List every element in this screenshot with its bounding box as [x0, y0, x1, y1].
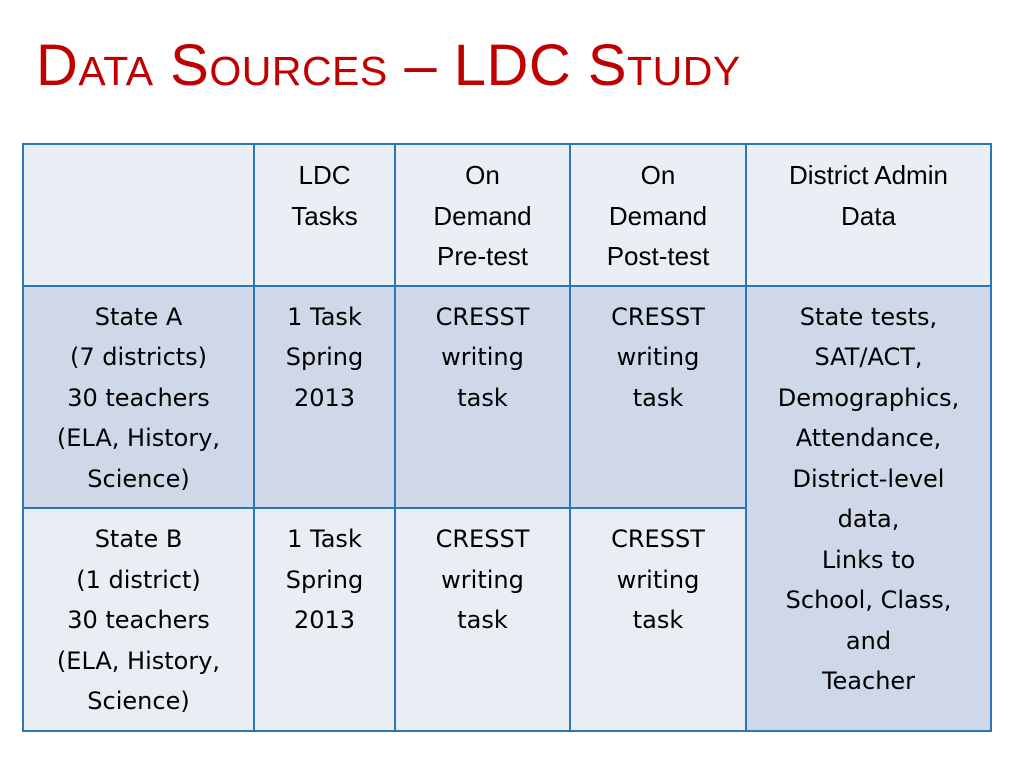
row-label-state-b: State B (1 district) 30 teachers (ELA, History, Science): [23, 508, 254, 731]
header-cell-district-admin-data: District Admin Data: [746, 144, 991, 286]
cell-state-b-post-test: CRESST writing task: [570, 508, 746, 731]
cell-state-b-ldc-tasks: 1 Task Spring 2013: [254, 508, 395, 731]
cell-state-a-ldc-tasks: 1 Task Spring 2013: [254, 286, 395, 509]
header-cell-post-test: On Demand Post-test: [570, 144, 746, 286]
row-label-state-a: State A (7 districts) 30 teachers (ELA, History, Science): [23, 286, 254, 509]
header-cell-pre-test: On Demand Pre-test: [395, 144, 570, 286]
cell-state-a-post-test: CRESST writing task: [570, 286, 746, 509]
cell-state-a-pre-test: CRESST writing task: [395, 286, 570, 509]
table-header-row: [23, 144, 991, 286]
data-sources-table: [22, 143, 992, 732]
table-row-state-a: [23, 286, 991, 509]
header-cell-ldc-tasks: LDC Tasks: [254, 144, 395, 286]
header-cell-empty: [23, 144, 254, 286]
slide-title: Data Sources – LDC Study: [36, 33, 741, 98]
cell-state-b-pre-test: CRESST writing task: [395, 508, 570, 731]
cell-district-admin-data: State tests, SAT/ACT, Demographics, Attendance, District-level data, Links to School, Class, and Teacher: [746, 286, 991, 731]
